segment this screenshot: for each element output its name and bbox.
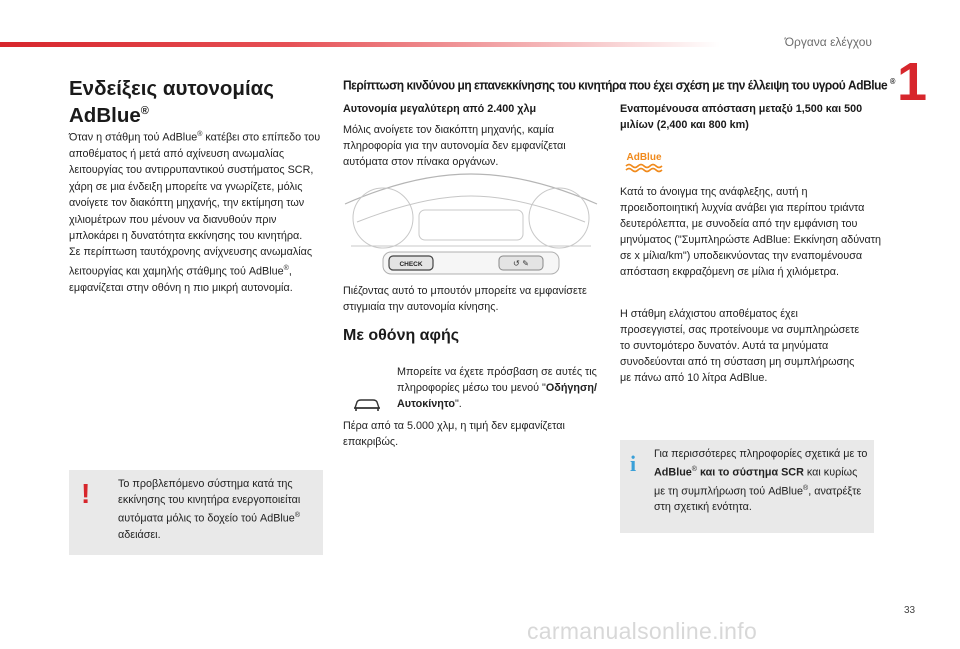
dashboard-illustration — [343, 170, 599, 278]
reset-wrench-icon: ↺ ✎ — [513, 259, 529, 268]
warning-icon: ! — [81, 478, 91, 509]
registered-mark: ® — [294, 512, 300, 519]
intro-p1-end: κατέβει στο επίπεδο του αποθέματος ή μετά από αχίνευση ανωμαλίας λειτουργίας του αντιρρυπαντικού συστήματος SCR, χάρη σε μια ένδειξη μπορείτε να γνωρίζετε, μόλις ανοίγετε τον διακόπτη μηχανής, την εκτίμηση των χιλιομέτρων που μένουν να διανυθούν πριν μπλοκάρει η δυνατότητα εκκίνησης του κινητήρα. — [69, 131, 321, 243]
section-title-text: Περίπτωση κινδύνου μη επανεκκίνησης του κινητήρα που έχει σχέση με την έλλειψη του υγρού AdBlue — [343, 77, 888, 93]
page-title-line2: AdBlue — [69, 103, 141, 127]
info-text-middle: και κυρίως με τη συμπλήρωση τού AdBlue — [654, 466, 858, 498]
adblue-warning-icon — [622, 150, 666, 174]
remaining-paragraph-1: Κατά το άνοιγμα της ανάφλεξης, αυτή η προειδοποιητική λυχνία ανάβει για περίπου τριάντα δευτερόλεπτα, με συνοδεία από την εμφάνιση του μηνύματος ("Συμπληρώστε AdBlue: Εκκίνηση αδύνατη σε x μίλια/km") υποδεικνύοντας την εναπομένουσα απόσταση εκφραζόμενη σε μίλια ή χιλιόμετρα. — [620, 186, 882, 278]
intro-p2-end: , εμφανίζεται στην οθόνη η πιο μικρή αυτονομία. — [69, 265, 293, 294]
info-text-end: , ανατρέξτε στη σχετική ενότητα. — [654, 485, 862, 514]
intro-p2-start: Σε περίπτωση ταυτόχρονης ανίχνευσης ανωμαλίας λειτουργίας και χαμηλής στάθμης τού AdBlue — [69, 246, 313, 278]
registered-mark: ® — [890, 77, 896, 86]
info-box — [620, 440, 874, 533]
info-text-start: Για περισσότερες πληροφορίες σχετικά με το — [654, 448, 868, 460]
warning-text-start: Το προβλεπόμενο σύστημα κατά της εκκίνησης του κινητήρα ενεργοποιείται αυτόματα μόλις το δοχείο τού AdBlue — [118, 478, 301, 525]
warning-text — [118, 476, 314, 543]
info-bold-scr: και το σύστημα SCR — [696, 466, 804, 479]
page-number: 33 — [904, 605, 916, 616]
registered-mark: ® — [140, 105, 149, 117]
touch-text-end: ". — [454, 398, 462, 410]
intro-paragraph-1 — [69, 127, 329, 244]
beyond-5000-text: Πέρα από τα 5.000 χλμ, η τιμή δεν εμφανίζεται επακριβώς. — [343, 420, 565, 448]
info-icon: i — [630, 451, 637, 476]
touchscreen-heading: Με οθόνη αφής — [343, 327, 460, 344]
intro-paragraph-2 — [69, 244, 329, 296]
car-icon — [352, 395, 382, 415]
watermark: carmanualsonline.info — [527, 618, 758, 644]
registered-mark: ® — [803, 484, 809, 492]
info-text — [654, 446, 868, 515]
page-title — [69, 77, 274, 127]
autonomy-heading: Αυτονομία μεγαλύτερη από 2.400 χλμ — [343, 103, 537, 115]
info-bold-adblue: AdBlue — [654, 466, 692, 479]
remaining-heading: Εναπομένουσα απόσταση μεταξύ 1,500 και 500 μιλίων (2,400 και 800 km) — [620, 103, 863, 131]
intro-text — [69, 127, 329, 296]
remaining-paragraph-2: Η στάθμη ελάχιστου αποθέματος έχει προσεγγιστεί, σας προτείνουμε να συμπληρώσετε το συντομότερο δυνατόν. Αυτά τα μηνύματα συνοδεύονται από τη σύσταση μη συμπλήρωσης με πάνω από 10 λίτρα AdBlue. — [620, 308, 860, 384]
section-name: Όργανα ελέγχου — [784, 35, 872, 49]
chapter-number: 1 — [897, 52, 928, 112]
section-title — [343, 77, 896, 93]
registered-mark: ® — [283, 264, 289, 272]
warning-box — [69, 470, 323, 555]
header-accent-bar — [0, 42, 720, 47]
warning-text-end: αδειάσει. — [118, 528, 161, 541]
registered-mark: ® — [691, 466, 697, 473]
registered-mark: ® — [197, 131, 203, 138]
after-image-text: Πιέζοντας αυτό το μπουτόν μπορείτε να εμφανίσετε στιγμιαία την αυτονομία κίνησης. — [343, 285, 587, 313]
autonomy-text: Μόλις ανοίγετε τον διακόπτη μηχανής, καμία πληροφορία για την αυτονομία δεν εμφανίζεται αυτόματα στον πίνακα οργάνων. — [343, 124, 566, 168]
touchscreen-text — [397, 364, 597, 412]
touch-text-start: Μπορείτε να έχετε πρόσβαση σε αυτές τις πληροφορίες μέσω του μενού " — [397, 366, 597, 394]
page-title-line1: Ενδείξεις αυτονομίας — [69, 77, 274, 100]
adblue-logo-text: AdBlue — [626, 152, 662, 163]
menu-path: Οδήγηση/Αυτοκίνητο — [397, 382, 598, 410]
check-button-label: CHECK — [399, 261, 423, 268]
intro-p1-start: Όταν η στάθμη τού AdBlue — [69, 131, 198, 144]
